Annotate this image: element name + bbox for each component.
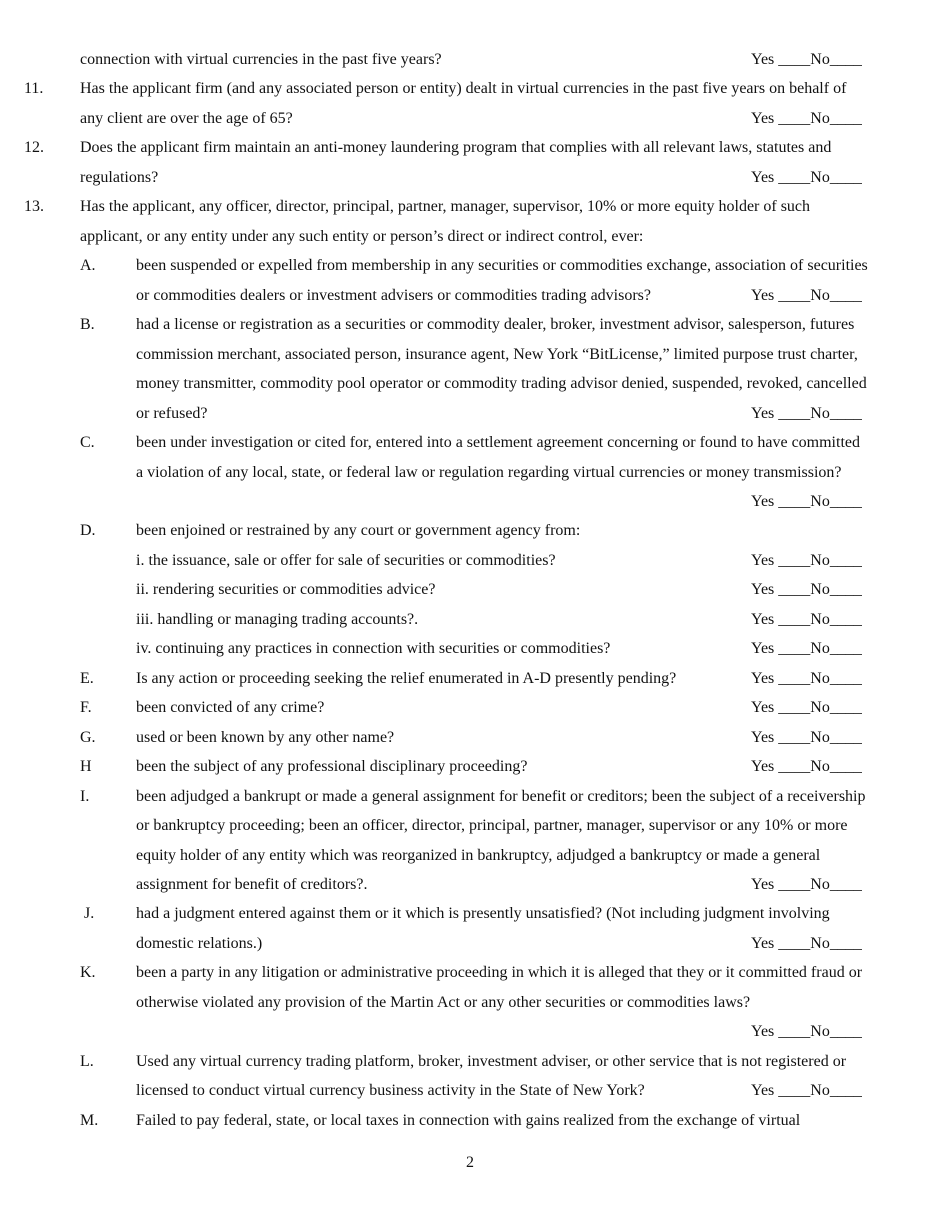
q10-line	[0, 49, 950, 71]
item-text: been enjoined or restrained by any court or government agency from:	[136, 522, 581, 539]
q13d-i	[0, 550, 950, 572]
q11-line2	[0, 108, 950, 130]
q13i-line3	[0, 845, 950, 867]
q13c-line3	[0, 491, 950, 513]
item-text: been suspended or expelled from membership in any securities or commodities exchange, association of securities	[136, 257, 868, 274]
q13k-line2	[0, 992, 950, 1014]
item-text: been a party in any litigation or administrative proceeding in which it is alleged that they or it committed fraud or	[136, 964, 863, 981]
q13-line1	[0, 196, 950, 218]
yes-no-field[interactable]: Yes ____No____	[751, 876, 862, 893]
item-text: or bankruptcy proceeding; been an officer, director, principal, partner, manager, supervisor or any 10% or more	[136, 817, 848, 834]
question-number: 11.	[24, 80, 44, 97]
item-text: been the subject of any professional disciplinary proceeding?	[136, 758, 528, 775]
item-letter: J.	[80, 905, 95, 922]
sub-item-text: i. the issuance, sale or offer for sale of securities or commodities?	[136, 552, 556, 569]
item-letter: E.	[80, 670, 94, 687]
question-text: connection with virtual currencies in the past five years?	[80, 51, 442, 68]
yes-no-field[interactable]: Yes ____No____	[751, 169, 862, 186]
sub-item-text: iii. handling or managing trading accounts?.	[136, 611, 419, 628]
question-number: 12.	[24, 139, 44, 156]
item-letter: F.	[80, 699, 92, 716]
item-text: Used any virtual currency trading platform, broker, investment adviser, or other service that is not registered or	[136, 1053, 847, 1070]
q13e-line1	[0, 668, 950, 690]
item-text: been adjudged a bankrupt or made a general assignment for benefit or creditors; been the subject of a receivership	[136, 788, 866, 805]
q13d-iv	[0, 638, 950, 660]
q13k-line3	[0, 1021, 950, 1043]
item-letter: H	[80, 758, 92, 775]
q13d-ii	[0, 579, 950, 601]
question-text: Has the applicant, any officer, director, principal, partner, manager, supervisor, 10% or more equity holder of such	[80, 198, 811, 215]
question-text: any client are over the age of 65?	[80, 110, 293, 127]
yes-no-field[interactable]: Yes ____No____	[751, 611, 862, 628]
yes-no-field[interactable]: Yes ____No____	[751, 935, 862, 952]
item-letter: B.	[80, 316, 95, 333]
yes-no-field[interactable]: Yes ____No____	[751, 493, 862, 510]
item-letter: I.	[80, 788, 90, 805]
item-letter: G.	[80, 729, 96, 746]
q13c-line2	[0, 462, 950, 484]
question-number: 13.	[24, 198, 44, 215]
q13i-line4	[0, 874, 950, 896]
item-text: otherwise violated any provision of the Martin Act or any other securities or commodities laws?	[136, 994, 751, 1011]
item-text: or commodities dealers or investment advisers or commodities trading advisors?	[136, 287, 651, 304]
q13j-line1	[0, 903, 950, 925]
question-text: Does the applicant firm maintain an anti-money laundering program that complies with all relevant laws, statutes and	[80, 139, 832, 156]
yes-no-field[interactable]: Yes ____No____	[751, 1023, 862, 1040]
item-text: money transmitter, commodity pool operator or commodity trading advisor denied, suspended, revoked, cancelled	[136, 375, 867, 392]
question-text: regulations?	[80, 169, 159, 186]
q13d-iii	[0, 609, 950, 631]
item-text: assignment for benefit of creditors?.	[136, 876, 368, 893]
question-text: Has the applicant firm (and any associated person or entity) dealt in virtual currencies in the past five years on behalf of	[80, 80, 847, 97]
yes-no-field[interactable]: Yes ____No____	[751, 287, 862, 304]
q13l-line1	[0, 1051, 950, 1073]
q12-line1	[0, 137, 950, 159]
item-letter: K.	[80, 964, 96, 981]
sub-item-text: iv. continuing any practices in connection with securities or commodities?	[136, 640, 611, 657]
item-text: Is any action or proceeding seeking the relief enumerated in A-D presently pending?	[136, 670, 677, 687]
item-text: Failed to pay federal, state, or local taxes in connection with gains realized from the exchange of virtual	[136, 1112, 801, 1129]
item-letter: M.	[80, 1112, 99, 1129]
item-letter: A.	[80, 257, 96, 274]
item-text: or refused?	[136, 405, 208, 422]
yes-no-field[interactable]: Yes ____No____	[751, 552, 862, 569]
item-text: used or been known by any other name?	[136, 729, 395, 746]
q13i-line2	[0, 815, 950, 837]
q13b-line2	[0, 344, 950, 366]
item-text: been convicted of any crime?	[136, 699, 325, 716]
q13l-line2	[0, 1080, 950, 1102]
q13d-line1	[0, 520, 950, 542]
q13j-line2	[0, 933, 950, 955]
q11-line1	[0, 78, 950, 100]
yes-no-field[interactable]: Yes ____No____	[751, 110, 862, 127]
yes-no-field[interactable]: Yes ____No____	[751, 670, 862, 687]
q13m-line1	[0, 1110, 950, 1132]
item-letter: L.	[80, 1053, 94, 1070]
yes-no-field[interactable]: Yes ____No____	[751, 405, 862, 422]
page-number: 2	[466, 1154, 474, 1171]
item-letter: C.	[80, 434, 95, 451]
item-text: commission merchant, associated person, insurance agent, New York “BitLicense,” limited purpose trust charter,	[136, 346, 858, 363]
q13k-line1	[0, 962, 950, 984]
q13i-line1	[0, 786, 950, 808]
q13b-line1	[0, 314, 950, 336]
yes-no-field[interactable]: Yes ____No____	[751, 640, 862, 657]
yes-no-field[interactable]: Yes ____No____	[751, 729, 862, 746]
item-text: domestic relations.)	[136, 935, 263, 952]
yes-no-field[interactable]: Yes ____No____	[751, 699, 862, 716]
item-text: had a license or registration as a securities or commodity dealer, broker, investment advisor, salesperson, futures	[136, 316, 855, 333]
item-text: equity holder of any entity which was reorganized in bankruptcy, adjudged a bankruptcy or made a general	[136, 847, 821, 864]
question-text: applicant, or any entity under any such entity or person’s direct or indirect control, ever:	[80, 228, 644, 245]
item-text: had a judgment entered against them or it which is presently unsatisfied? (Not including judgment involving	[136, 905, 830, 922]
q13-line2	[0, 226, 950, 248]
q13f-line1	[0, 697, 950, 719]
yes-no-field[interactable]: Yes ____No____	[751, 758, 862, 775]
q13g-line1	[0, 727, 950, 749]
item-text: a violation of any local, state, or federal law or regulation regarding virtual currencies or money transmission?	[136, 464, 842, 481]
sub-item-text: ii. rendering securities or commodities advice?	[136, 581, 436, 598]
q13b-line3	[0, 373, 950, 395]
q12-line2	[0, 167, 950, 189]
yes-no-field[interactable]: Yes ____No____	[751, 51, 862, 68]
item-letter: D.	[80, 522, 96, 539]
yes-no-field[interactable]: Yes ____No____	[751, 581, 862, 598]
q13c-line1	[0, 432, 950, 454]
item-text: been under investigation or cited for, entered into a settlement agreement concerning or found to have committed	[136, 434, 860, 451]
q13a-line2	[0, 285, 950, 307]
item-text: licensed to conduct virtual currency business activity in the State of New York?	[136, 1082, 645, 1099]
yes-no-field[interactable]: Yes ____No____	[751, 1082, 862, 1099]
q13b-line4	[0, 403, 950, 425]
q13h-line1	[0, 756, 950, 778]
q13a-line1	[0, 255, 950, 277]
